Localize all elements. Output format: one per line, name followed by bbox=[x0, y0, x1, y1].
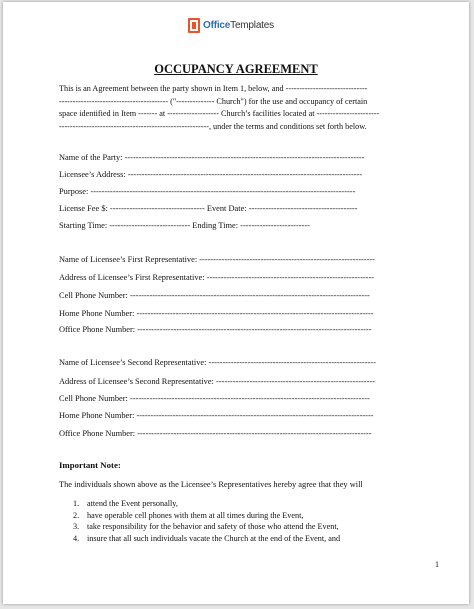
list-item-text: attend the Event personally, bbox=[87, 499, 178, 508]
field-second-rep-address[interactable]: Address of Licensee’s Second Representative: --------------------------------------------------------- bbox=[59, 377, 375, 386]
logo-brand-a: Office bbox=[203, 20, 231, 31]
field-license-fee-event-date[interactable]: License Fee $: ---------------------------------- Event Date: --------------------------------------- bbox=[59, 204, 358, 213]
logo-brand-b: Templates bbox=[230, 20, 274, 31]
field-party-name[interactable]: Name of the Party: -------------------------------------------------------------------------------------- bbox=[59, 153, 365, 162]
logo-text bbox=[203, 20, 274, 31]
list-item bbox=[73, 498, 340, 510]
list-item bbox=[73, 510, 340, 522]
document-page bbox=[3, 2, 469, 604]
field-first-rep-home[interactable]: Home Phone Number: ------------------------------------------------------------------------------------- bbox=[59, 309, 374, 318]
field-purpose[interactable]: Purpose: ----------------------------------------------------------------------------------------------- bbox=[59, 187, 356, 196]
list-item-text: take responsibility for the behavior and safety of those who attend the Event, bbox=[87, 522, 339, 531]
field-licensee-address[interactable]: Licensee’s Address: ------------------------------------------------------------------------------------ bbox=[59, 170, 363, 179]
field-second-rep-cell[interactable]: Cell Phone Number: -------------------------------------------------------------------------------------- bbox=[59, 394, 370, 403]
intro-line: ---------------------------------------- ("-------------- Church") for the use and occupancy of certain bbox=[59, 96, 368, 106]
page-number: 1 bbox=[435, 560, 439, 569]
field-first-rep-office[interactable]: Office Phone Number: ------------------------------------------------------------------------------------ bbox=[59, 325, 372, 334]
field-second-rep-office[interactable]: Office Phone Number: ------------------------------------------------------------------------------------ bbox=[59, 429, 372, 438]
field-second-rep-home[interactable]: Home Phone Number: ------------------------------------------------------------------------------------- bbox=[59, 411, 374, 420]
field-second-rep-name[interactable]: Name of Licensee’s Second Representative: ------------------------------------------------------------ bbox=[59, 358, 376, 367]
field-first-rep-address[interactable]: Address of Licensee’s First Representative: ------------------------------------------------------------ bbox=[59, 273, 375, 282]
intro-line: -------------------------------------------------------, under the terms and conditions set forth below. bbox=[59, 121, 367, 131]
intro-line: This is an Agreement between the party shown in Item 1, below, and ------------------------------ bbox=[59, 84, 368, 93]
intro-line: space identified in Item ------- at ------------------- Church’s facilities located at ----------------------- bbox=[59, 109, 380, 118]
office-templates-logo bbox=[188, 18, 274, 33]
list-item-number: 4. bbox=[73, 533, 80, 543]
list-item bbox=[73, 521, 340, 533]
document-title: OCCUPANCY AGREEMENT bbox=[154, 62, 318, 76]
list-item-text: have operable cell phones with them at all times during the Event, bbox=[87, 510, 304, 520]
field-first-rep-cell[interactable]: Cell Phone Number: -------------------------------------------------------------------------------------- bbox=[59, 291, 370, 300]
list-item-text: insure that all such individuals vacate the Church at the end of the Event, and bbox=[87, 533, 341, 543]
representative-duties-list bbox=[73, 498, 340, 544]
field-first-rep-name[interactable]: Name of Licensee’s First Representative: --------------------------------------------------------------- bbox=[59, 255, 375, 264]
list-item-number: 1. bbox=[73, 499, 80, 508]
important-note-text: The individuals shown above as the Licensee’s Representatives hereby agree that they will bbox=[59, 480, 363, 489]
intro-paragraph bbox=[59, 83, 419, 133]
office-logo-icon bbox=[188, 18, 200, 33]
list-item bbox=[73, 533, 340, 545]
list-item-number: 3. bbox=[73, 522, 80, 531]
list-item-number: 2. bbox=[73, 510, 80, 520]
important-note-heading: Important Note: bbox=[59, 460, 121, 470]
field-start-end-time[interactable]: Starting Time: ----------------------------- Ending Time: ------------------------- bbox=[59, 221, 310, 230]
